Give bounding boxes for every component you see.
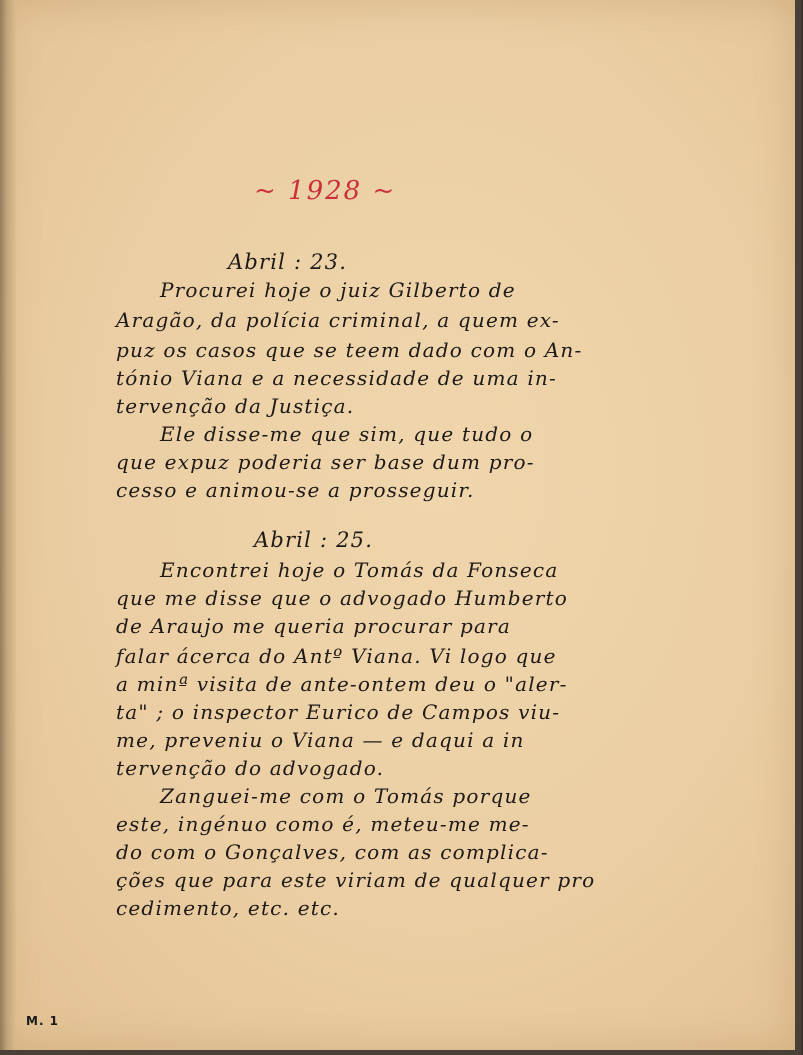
entry-date: Abril : 25. — [254, 528, 374, 552]
year-heading: ~ 1928 ~ — [254, 176, 397, 206]
entry-line: Zanguei-me com o Tomás porque — [160, 784, 532, 808]
entry-line: Ele disse-me que sim, que tudo o — [160, 422, 534, 446]
entry-line: Encontrei hoje o Tomás da Fonseca — [160, 558, 559, 582]
entry-line: ta" ; o inspector Eurico de Campos viu- — [116, 700, 561, 724]
entry-line: tervenção do advogado. — [116, 756, 385, 780]
entry-line: de Araujo me queria procurar para — [116, 614, 512, 638]
entry-line: a minª visita de ante-ontem deu o "aler- — [116, 672, 568, 696]
entry-line: este, ingénuo como é, meteu-me me- — [116, 812, 530, 836]
entry-line: falar ácerca do Antº Viana. Vi logo que — [116, 644, 557, 668]
entry-line: Procurei hoje o juiz Gilberto de — [160, 278, 516, 302]
entry-line: que expuz poderia ser base dum pro- — [116, 450, 535, 474]
entry-line: do com o Gonçalves, com as complica- — [116, 840, 549, 864]
entry-line: me, preveniu o Viana — e daqui a in — [116, 728, 525, 752]
entry-line: cedimento, etc. etc. — [116, 896, 340, 920]
page-reference: M. 1 — [26, 1014, 60, 1028]
entry-line: que me disse que o advogado Humberto — [116, 586, 568, 610]
entry-line: Aragão, da polícia criminal, a quem ex- — [116, 308, 560, 332]
entry-line: ções que para este viriam de qualquer pro — [116, 868, 596, 892]
page-binding-edge — [0, 0, 16, 1050]
entry-line: tervenção da Justiça. — [116, 394, 355, 418]
entry-line: puz os casos que se teem dado com o An- — [116, 338, 583, 362]
entry-date: Abril : 23. — [228, 250, 348, 274]
entry-line: tónio Viana e a necessidade de uma in- — [116, 366, 557, 390]
entry-line: cesso e animou-se a prosseguir. — [116, 478, 475, 502]
